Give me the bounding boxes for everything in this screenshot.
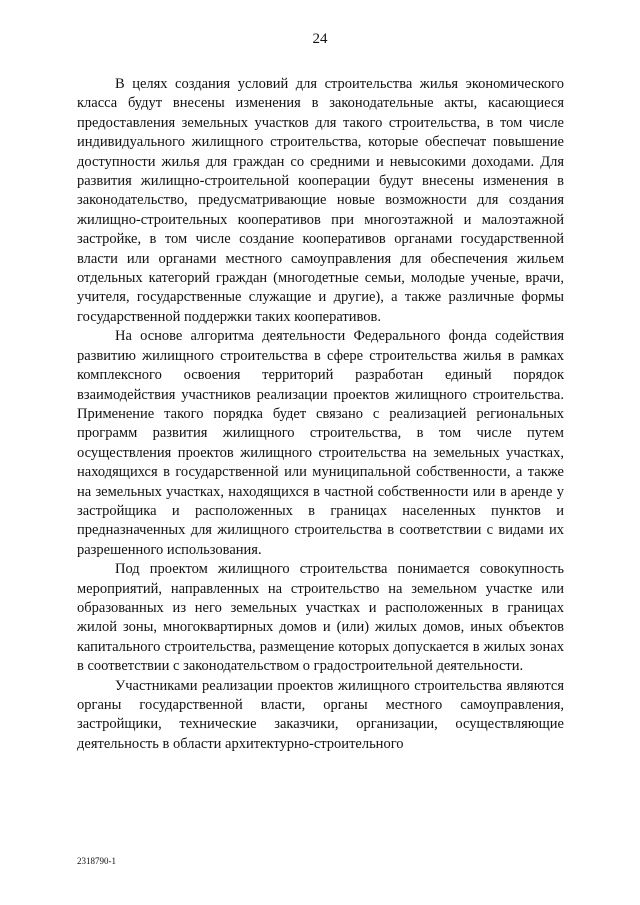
paragraph-project-definition: Под проектом жилищного строительства понимается совокупность мероприятий, направленных на строительство на земельном участке или образованных из него земельных участках и расположенных в границах жилой зоны, многоквартирных домов и (или) жилых домов, иных объектов капитального строительства, размещение которых допускается в жилых зонах в соответствии с законодательством о градостроительной деятельности. xyxy=(77,561,564,675)
document-code: 2318790-1 xyxy=(77,856,116,866)
paragraph-economy-class-housing: В целях создания условий для строительства жилья экономического класса будут внесены изменения в законодательные акты, касающиеся предоставления земельных участков для такого строительства, в том числе индивидуального жилищного строительства, которые обеспечат повышение доступности жилья для граждан со средними и невысокими доходами. Для развития жилищно-строительной кооперации будут внесены изменения в законодательство, предусматривающие новые возможности для создания жилищно-строительных кооперативов при многоэтажной и малоэтажной застройке, в том числе создание кооперативов органами государственной власти или органами местного самоуправления для обеспечения жильем отдельных категорий граждан (многодетные семьи, молодые ученые, врачи, учителя, государственные служащие и другие), а также различные формы государственной поддержки таких кооперативов. xyxy=(77,76,564,325)
page-number: 24 xyxy=(312,31,328,47)
document-body xyxy=(77,75,564,754)
paragraph-federal-fund-algorithm: На основе алгоритма деятельности Федерального фонда содействия развитию жилищного строительства в сфере строительства жилья в рамках комплексного освоения территорий разработан единый порядок взаимодействия участников реализации проектов жилищного строительства. Применение такого порядка будет связано с реализацией региональных программ развития жилищного строительства, в том числе путем осуществления проектов жилищного строительства на земельных участках, находящихся в государственной или муниципальной собственности, а также на земельных участках, находящихся в частной собственности или в аренде у застройщика и расположенных в границах населенных пунктов и предназначенных для жилищного строительства в соответствии с видами их разрешенного использования. xyxy=(77,328,564,558)
paragraph-project-participants: Участниками реализации проектов жилищного строительства являются органы государственной власти, органы местного самоуправления, застройщики, технические заказчики, организации, осуществляющие деятельность в области архитектурно-строительного xyxy=(77,677,564,752)
